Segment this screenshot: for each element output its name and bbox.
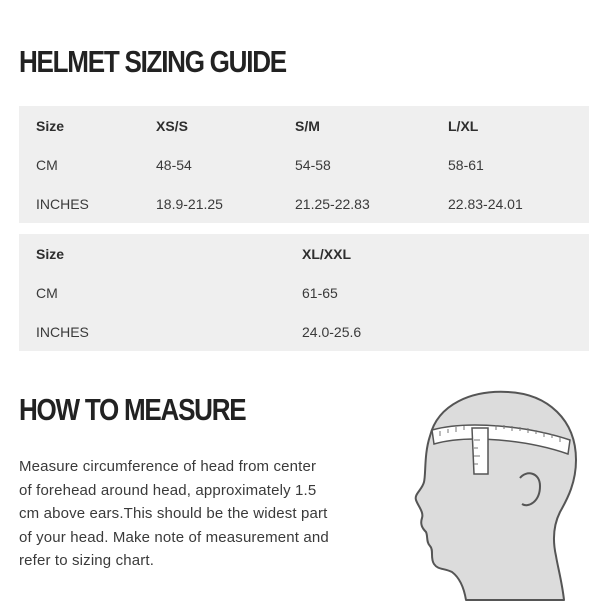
- table-cell: CM: [36, 157, 58, 173]
- table-cell: 21.25-22.83: [295, 196, 370, 212]
- table-cell: 48-54: [156, 157, 192, 173]
- instruction-line: of forehead around head, approximately 1.5: [19, 481, 317, 499]
- measure-instructions: [19, 455, 389, 573]
- table-cell: INCHES: [36, 196, 89, 212]
- table-cell: 24.0-25.6: [302, 324, 362, 340]
- table-cell: INCHES: [36, 324, 89, 340]
- table-cell: CM: [36, 285, 58, 301]
- table-header-cell: Size: [36, 246, 65, 262]
- table-cell: 61-65: [302, 285, 338, 301]
- table-cell: 58-61: [448, 157, 484, 173]
- instruction-line: cm above ears.This should be the widest part: [19, 505, 328, 522]
- table-cell: 18.9-21.25: [156, 196, 223, 212]
- instruction-line: Measure circumference of head from center: [19, 458, 317, 475]
- how-to-measure-title: HOW TO MEASURE: [19, 392, 246, 427]
- sizing-table-2: [19, 234, 589, 351]
- instruction-line: refer to sizing chart.: [19, 552, 155, 569]
- sizing-table-1: [19, 106, 589, 223]
- table-header-cell: XL/XXL: [302, 246, 352, 262]
- table-header-cell: XS/S: [156, 118, 188, 134]
- table-header-cell: L/XL: [448, 118, 479, 134]
- sizing-guide-title: HELMET SIZING GUIDE: [19, 44, 286, 79]
- instruction-line: of your head. Make note of measurement and: [19, 528, 329, 546]
- table-header-cell: Size: [36, 118, 65, 134]
- table-cell: 22.83-24.01: [448, 196, 523, 212]
- table-header-cell: S/M: [295, 118, 320, 134]
- table-cell: 54-58: [295, 157, 331, 173]
- head-with-measuring-tape-icon: [408, 378, 588, 602]
